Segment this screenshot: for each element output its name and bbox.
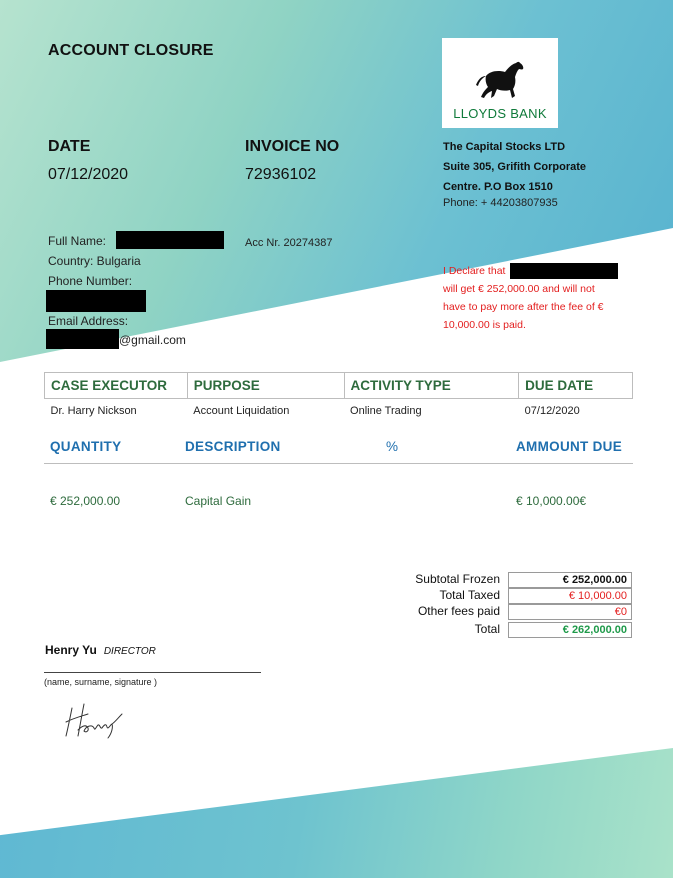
redacted-phone [46,290,146,312]
total-value: € 262,000.00 [508,622,632,638]
totals-row-subtotal [398,572,634,588]
logo-text: LLOYDS BANK [453,106,547,121]
table-row [45,399,633,418]
header-quantity: QUANTITY [50,439,122,454]
black-horse-icon [472,58,528,102]
company-phone: Phone: + 44203807935 [443,197,558,209]
footer-gradient-background [0,748,673,878]
invoice-label: INVOICE NO [245,138,340,155]
email-suffix: @gmail.com [119,333,186,347]
header-percent: % [386,439,399,454]
company-line-2: Suite 305, Grifith Corporate [443,161,587,173]
total-label: Total [474,622,500,636]
invoice-value: 72936102 [245,166,317,183]
signer-role: DIRECTOR [103,646,156,657]
cell-due-date: 07/12/2020 [524,405,580,417]
signature-caption: (name, surname, signature ) [44,677,158,687]
company-line-3: Centre. P.O Box 1510 [443,181,553,193]
handwritten-signature [62,700,132,740]
header-description: DESCRIPTION [185,439,281,454]
taxed-value: € 10,000.00 [508,588,632,604]
signer-name: Henry Yu [45,643,97,657]
email-label: Email Address: [48,314,129,328]
bank-logo [442,38,558,128]
cell-purpose: Account Liquidation [193,405,290,417]
subtotal-label: Subtotal Frozen [415,572,500,586]
date-label: DATE [48,138,91,155]
declaration-text [443,262,628,334]
declaration-line-1: I Declare that [443,265,506,277]
other-fees-label: Other fees paid [417,604,500,618]
item-quantity: € 252,000.00 [50,494,121,508]
date-value: 07/12/2020 [48,166,129,183]
taxed-label: Total Taxed [439,588,500,602]
redacted-name [116,231,224,249]
cell-case-executor: Dr. Harry Nickson [50,405,137,417]
account-number: Acc Nr. 20274387 [245,237,333,249]
header-purpose: PURPOSE [187,373,344,399]
country-text: Country: Bulgaria [48,254,141,268]
declaration-line-4: 10,000.00 is paid. [443,319,526,331]
item-amount: € 10,000.00€ [516,494,587,508]
company-address [443,137,586,197]
document-title: ACCOUNT CLOSURE [48,42,214,59]
totals-row-total [398,622,634,638]
subtotal-value: € 252,000.00 [508,572,632,588]
phone-label: Phone Number: [48,274,133,288]
item-description: Capital Gain [185,494,252,508]
signature-line [44,672,261,673]
totals-row-other-fees [398,604,634,620]
cell-activity-type: Online Trading [350,405,422,417]
header-amount-due: AMMOUNT DUE [516,439,623,454]
totals-row-taxed [398,588,634,604]
redacted-declarant [510,263,618,279]
other-fees-value: €0 [508,604,632,620]
declaration-line-3: have to pay more after the fee of € [443,301,604,313]
declaration-line-2: will get € 252,000.00 and will not [443,283,595,295]
case-table [44,372,633,417]
full-name-label: Full Name: [48,234,107,248]
header-activity-type: ACTIVITY TYPE [344,373,519,399]
header-case-executor: CASE EXECUTOR [45,373,188,399]
signer [45,643,156,657]
items-header-divider [44,463,633,464]
redacted-email [46,329,119,349]
case-table-header [45,373,633,399]
company-line-1: The Capital Stocks LTD [443,141,566,153]
header-due-date: DUE DATE [519,373,633,399]
